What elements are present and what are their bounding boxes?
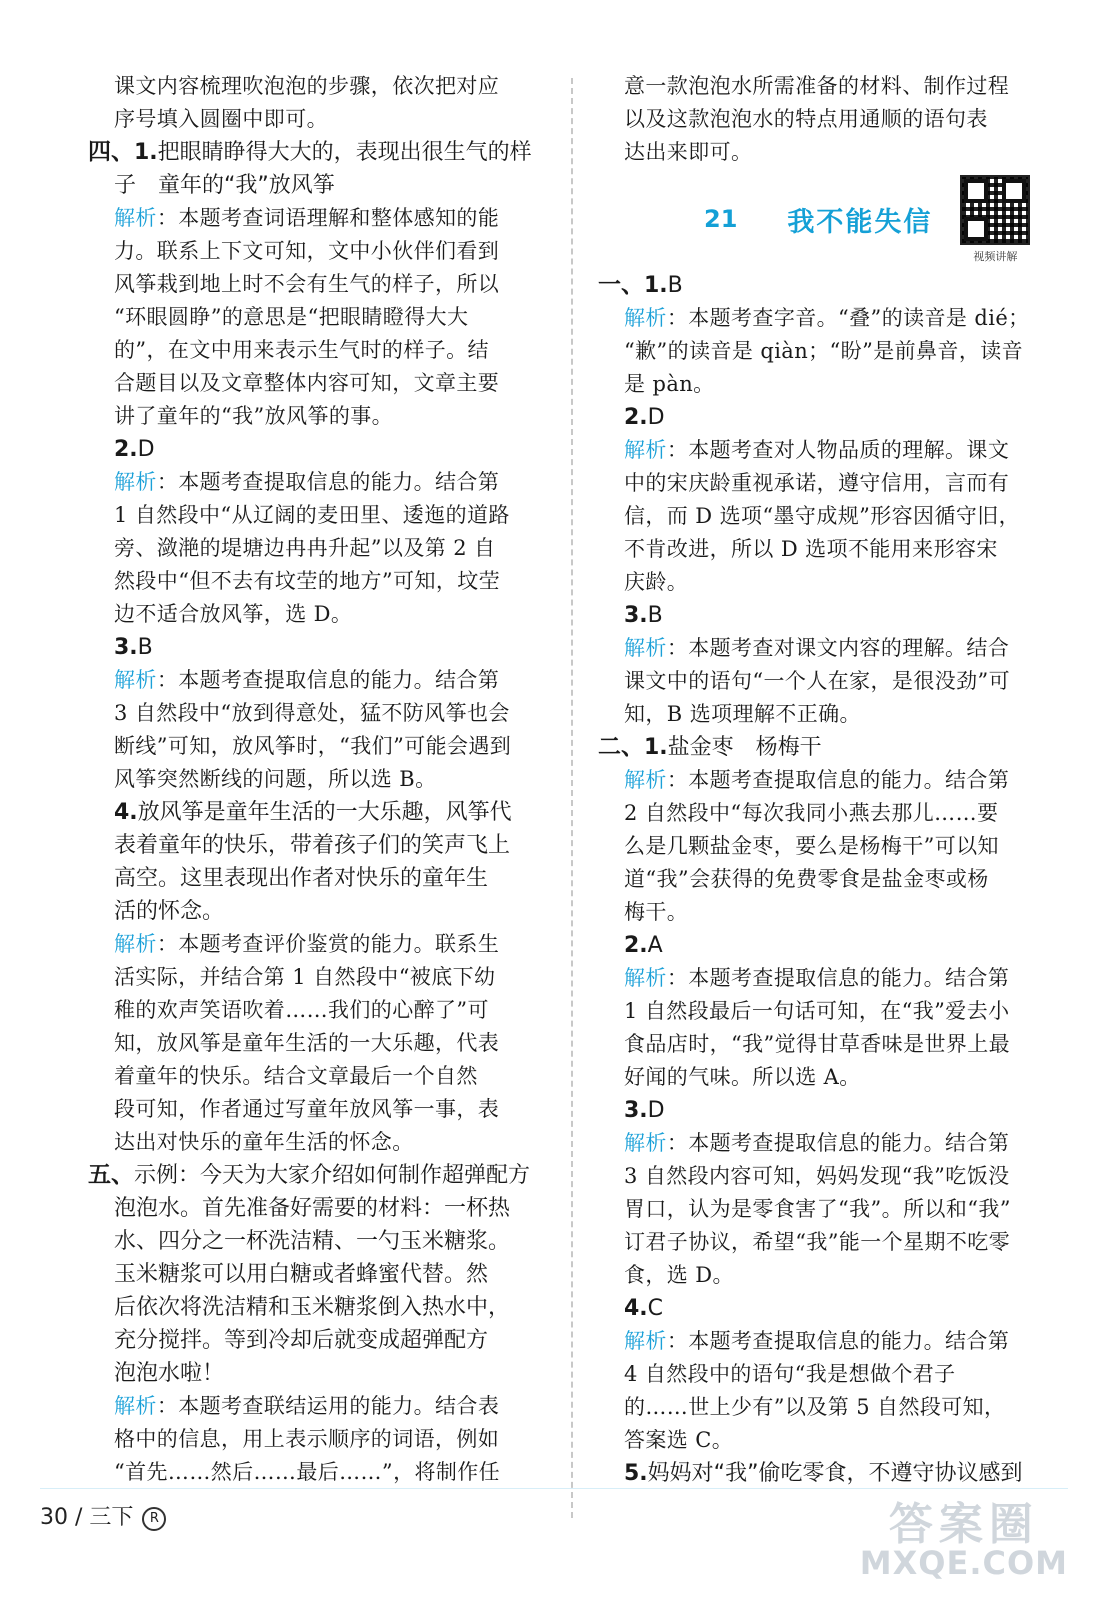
question-number: 4. <box>114 800 138 825</box>
explanation-line: 不肯改进，所以 D 选项不能用来形容宋 <box>624 537 998 561</box>
explanation-line: 的”，在文中用来表示生气时的样子。结 <box>114 338 489 362</box>
explanation-line: 力。联系上下文可知，文中小伙伴们看到 <box>114 239 500 263</box>
explanation-block <box>598 434 1058 599</box>
answer-line <box>88 169 550 202</box>
watermark-line1: 答案圈 <box>888 1499 1039 1550</box>
explanation-text: 本题考查字音。“叠”的读音是 dié； <box>688 306 1030 330</box>
explanation-label: 解析 <box>114 668 157 692</box>
explanation-line: 中的宋庆龄重视承诺，遵守信用，言而有 <box>624 471 1010 495</box>
explanation-block <box>88 664 550 796</box>
qr-code-icon <box>960 175 1030 245</box>
explanation-line: 解析：本题考查联结运用的能力。结合表 <box>114 1394 500 1418</box>
explanation-block <box>598 764 1058 929</box>
explanation-line: 旁、潋滟的堤塘边冉冉升起”以及第 2 自 <box>114 536 496 560</box>
question-number: 2. <box>114 437 138 462</box>
explanation-line: 然段中“但不去有坟茔的地方”可知，坟茔 <box>114 569 501 593</box>
answer-line <box>598 599 1058 632</box>
answer-line <box>88 433 550 466</box>
section-marker: 四、 <box>88 139 134 165</box>
explanation-label: 解析 <box>624 768 667 792</box>
question-number: 1. <box>644 273 668 298</box>
answer-text: 活的怀念。 <box>114 899 225 924</box>
explanation-line: 达出对快乐的童年生活的怀念。 <box>114 1130 414 1154</box>
explanation-line: 的……世上少有”以及第 5 自然段可知， <box>624 1395 1006 1419</box>
explanation-block <box>88 202 550 433</box>
explanation-text: 本题考查提取信息的能力。结合第 <box>178 470 500 494</box>
explanation-line: “歉”的读音是 qiàn；“盼”是前鼻音，读音 <box>624 339 1024 363</box>
explanation-line: “首先……然后……最后……”，将制作任 <box>114 1460 501 1484</box>
explanation-text: 本题考查提取信息的能力。结合第 <box>688 768 1010 792</box>
right-continued-text <box>598 70 1058 169</box>
explanation-line: 合题目以及文章整体内容可知，文章主要 <box>114 371 500 395</box>
explanation-line: 解析：本题考查提取信息的能力。结合第 <box>114 470 500 494</box>
explanation-line: 解析：本题考查词语理解和整体感知的能 <box>114 206 500 230</box>
answer-line <box>598 929 1058 962</box>
qr-caption: 视频讲解 <box>973 249 1018 263</box>
answer-line <box>88 829 550 862</box>
answer-text: 玉米糖浆可以用白糖或者蜂蜜代替。然 <box>114 1262 489 1287</box>
explanation-label: 解析 <box>624 636 667 660</box>
explanation-text: 本题考查联结运用的能力。结合表 <box>178 1394 500 1418</box>
answer-text: 妈妈对“我”偷吃零食，不遵守协议感到 <box>647 1461 1023 1486</box>
answer-line <box>88 1291 550 1324</box>
answer-text: 放风筝是童年生活的一大乐趣，风筝代 <box>137 800 512 825</box>
explanation-line: 解析：本题考查评价鉴赏的能力。联系生 <box>114 932 500 956</box>
explanation-line: 1 自然段中“从辽阔的麦田里、逶迤的道路 <box>114 503 510 527</box>
answer-line <box>598 731 1058 764</box>
explanation-text: 本题考查对课文内容的理解。结合 <box>688 636 1010 660</box>
explanation-line: 边不适合放风筝，选 D。 <box>114 602 353 626</box>
explanation-label: 解析 <box>114 1394 157 1418</box>
explanation-line: 道“我”会获得的免费零食是盐金枣或杨 <box>624 867 989 891</box>
explanation-block <box>598 1325 1058 1457</box>
question-number: 2. <box>624 405 648 430</box>
explanation-line: 知，B 选项理解不正确。 <box>624 702 861 726</box>
question-number: 1. <box>134 140 158 165</box>
explanation-label: 解析 <box>114 206 157 230</box>
explanation-label: 解析 <box>114 470 157 494</box>
explanation-line: 解析：本题考查提取信息的能力。结合第 <box>624 768 1010 792</box>
answer-line <box>88 631 550 664</box>
text-line: 课文内容梳理吹泡泡的步骤，依次把对应 <box>114 74 500 98</box>
explanation-block <box>598 1127 1058 1292</box>
answer-line <box>598 401 1058 434</box>
answer-line <box>88 1357 550 1390</box>
qr-code[interactable] <box>960 175 1030 264</box>
question-number: 3. <box>624 603 648 628</box>
explanation-line: 解析：本题考查字音。“叠”的读音是 dié； <box>624 306 1030 330</box>
explanation-line: 解析：本题考查提取信息的能力。结合第 <box>624 1131 1010 1155</box>
answer-line <box>88 1258 550 1291</box>
page-number: 30 / 三下 R <box>40 1500 166 1531</box>
answer-line <box>88 1324 550 1357</box>
question-number: 2. <box>624 933 648 958</box>
question-number: 4. <box>624 1296 648 1321</box>
answer-text: B <box>667 273 683 298</box>
answer-text: 泡泡水。首先准备好需要的材料：一杯热 <box>114 1196 511 1221</box>
explanation-line: 解析：本题考查对课文内容的理解。结合 <box>624 636 1010 660</box>
answer-text: D <box>647 405 665 430</box>
explanation-line: 解析：本题考查提取信息的能力。结合第 <box>114 668 500 692</box>
answer-text: D <box>647 1098 665 1123</box>
explanation-line: “环眼圆睁”的意思是“把眼睛瞪得大大 <box>114 305 469 329</box>
answer-line <box>88 136 550 169</box>
answer-text: A <box>647 933 663 958</box>
watermark-line2: MXQE.COM <box>859 1544 1068 1582</box>
answer-text: 表着童年的快乐，带着孩子们的笑声飞上 <box>114 833 511 858</box>
answer-text: 水、四分之一杯洗洁精、一勺玉米糖浆。 <box>114 1229 511 1254</box>
explanation-line: 1 自然段最后一句话可知，在“我”爱去小 <box>624 999 1010 1023</box>
question-number: 1. <box>644 735 668 760</box>
explanation-line: 风筝栽到地上时不会有生气的样子，所以 <box>114 272 500 296</box>
explanation-line: 知，放风筝是童年生活的一大乐趣，代表 <box>114 1031 500 1055</box>
explanation-label: 解析 <box>114 932 157 956</box>
explanation-line: 稚的欢声笑语吹着……我们的心醉了”可 <box>114 998 489 1022</box>
explanation-line: 梅干。 <box>624 900 689 924</box>
question-number: 3. <box>624 1098 648 1123</box>
explanation-line: 格中的信息，用上表示顺序的词语，例如 <box>114 1427 500 1451</box>
answer-text: 泡泡水啦！ <box>114 1361 225 1386</box>
answer-text: C <box>647 1296 664 1321</box>
explanation-block <box>88 1390 550 1489</box>
explanation-line: 胃口，认为是零食害了“我”。所以和“我” <box>624 1197 1011 1221</box>
explanation-line: 断线”可知，放风筝时，“我们”可能会遇到 <box>114 734 512 758</box>
answer-text: 把眼睛睁得大大的，表现出很生气的样 <box>157 140 532 165</box>
explanation-text: 本题考查对人物品质的理解。课文 <box>688 438 1010 462</box>
explanation-line: 3 自然段中“放到得意处，猛不防风筝也会 <box>114 701 510 725</box>
explanation-block <box>88 466 550 631</box>
explanation-line: 解析：本题考查对人物品质的理解。课文 <box>624 438 1010 462</box>
edition-badge-icon: R <box>142 1507 166 1531</box>
explanation-text: 本题考查提取信息的能力。结合第 <box>178 668 500 692</box>
explanation-label: 解析 <box>624 306 667 330</box>
explanation-line: 着童年的快乐。结合文章最后一个自然 <box>114 1064 478 1088</box>
explanation-label: 解析 <box>624 966 667 990</box>
explanation-line: 信，而 D 选项“墨守成规”形容因循守旧， <box>624 504 1021 528</box>
explanation-line: 么是几颗盐金枣，要么是杨梅干”可以知 <box>624 834 999 858</box>
explanation-line: 订君子协议，希望“我”能一个星期不吃零 <box>624 1230 1011 1254</box>
answer-line <box>88 895 550 928</box>
answer-text: B <box>647 603 663 628</box>
watermark <box>860 1488 1068 1582</box>
explanation-text: 本题考查提取信息的能力。结合第 <box>688 966 1010 990</box>
section-marker: 五、 <box>88 1162 134 1188</box>
lesson-header <box>598 171 1058 267</box>
explanation-text: 本题考查提取信息的能力。结合第 <box>688 1329 1010 1353</box>
page-number-value: 30 <box>40 1505 68 1530</box>
answer-line <box>88 1159 550 1192</box>
explanation-line: 3 自然段内容可知，妈妈发现“我”吃饭没 <box>624 1164 1010 1188</box>
answer-text: 后依次将洗洁精和玉米糖浆倒入热水中， <box>114 1295 511 1320</box>
answer-line <box>598 1094 1058 1127</box>
lesson-number: 21 <box>704 205 738 233</box>
answer-text: 盐金枣 杨梅干 <box>667 735 822 760</box>
explanation-line: 解析：本题考查提取信息的能力。结合第 <box>624 966 1010 990</box>
explanation-line: 解析：本题考查提取信息的能力。结合第 <box>624 1329 1010 1353</box>
explanation-line: 讲了童年的“我”放风筝的事。 <box>114 404 394 428</box>
answer-text: 子 童年的“我”放风筝 <box>114 173 335 198</box>
explanation-label: 解析 <box>624 1329 667 1353</box>
explanation-line: 4 自然段中的语句“我是想做个君子 <box>624 1362 956 1386</box>
explanation-text: 本题考查提取信息的能力。结合第 <box>688 1131 1010 1155</box>
right-column <box>598 70 1058 1510</box>
section-marker: 一、 <box>598 272 644 298</box>
explanation-line: 2 自然段中“每次我同小燕去那儿……要 <box>624 801 999 825</box>
text-line: 意一款泡泡水所需准备的材料、制作过程 <box>624 74 1010 98</box>
explanation-block <box>598 962 1058 1094</box>
explanation-line: 风筝突然断线的问题，所以选 B。 <box>114 767 437 791</box>
text-line: 达出来即可。 <box>624 140 753 164</box>
explanation-label: 解析 <box>624 438 667 462</box>
explanation-line: 活实际，并结合第 1 自然段中“被底下幼 <box>114 965 496 989</box>
answer-text: B <box>137 635 153 660</box>
explanation-line: 课文中的语句“一个人在家，是很没劲”可 <box>624 669 1011 693</box>
question-number: 5. <box>624 1461 648 1486</box>
question-number: 3. <box>114 635 138 660</box>
answer-text: 示例：今天为大家介绍如何制作超弹配方 <box>134 1163 531 1188</box>
answer-line <box>598 1292 1058 1325</box>
answer-line <box>598 1457 1058 1490</box>
explanation-block <box>88 928 550 1159</box>
explanation-block <box>598 302 1058 401</box>
answer-line <box>88 1192 550 1225</box>
explanation-text: 本题考查评价鉴赏的能力。联系生 <box>178 932 500 956</box>
explanation-line: 答案选 C。 <box>624 1428 734 1452</box>
text-line: 以及这款泡泡水的特点用通顺的语句表 <box>624 107 988 131</box>
lesson-title: 我不能失信 <box>787 206 933 238</box>
answer-line <box>88 796 550 829</box>
explanation-label: 解析 <box>624 1131 667 1155</box>
answer-text: 高空。这里表现出作者对快乐的童年生 <box>114 866 489 891</box>
answer-text: 充分搅拌。等到冷却后就变成超弹配方 <box>114 1328 489 1353</box>
column-divider <box>571 78 573 1518</box>
right-answers <box>598 269 1058 1490</box>
answer-line <box>88 862 550 895</box>
answer-line <box>598 269 1058 302</box>
explanation-block <box>598 632 1058 731</box>
explanation-text: 本题考查词语理解和整体感知的能 <box>178 206 500 230</box>
section-marker: 二、 <box>598 734 644 760</box>
explanation-line: 食品店时，“我”觉得甘草香味是世界上最 <box>624 1032 1011 1056</box>
answer-line <box>88 1225 550 1258</box>
explanation-line: 庆龄。 <box>624 570 689 594</box>
text-line: 序号填入圆圈中即可。 <box>114 107 328 131</box>
explanation-line: 是 pàn。 <box>624 372 715 396</box>
explanation-line: 好闻的气味。所以选 A。 <box>624 1065 861 1089</box>
answer-text: D <box>137 437 155 462</box>
grade-label: 三下 <box>89 1505 134 1530</box>
explanation-line: 段可知，作者通过写童年放风筝一事，表 <box>114 1097 500 1121</box>
explanation-line: 食，选 D。 <box>624 1263 734 1287</box>
left-column <box>88 70 550 1510</box>
